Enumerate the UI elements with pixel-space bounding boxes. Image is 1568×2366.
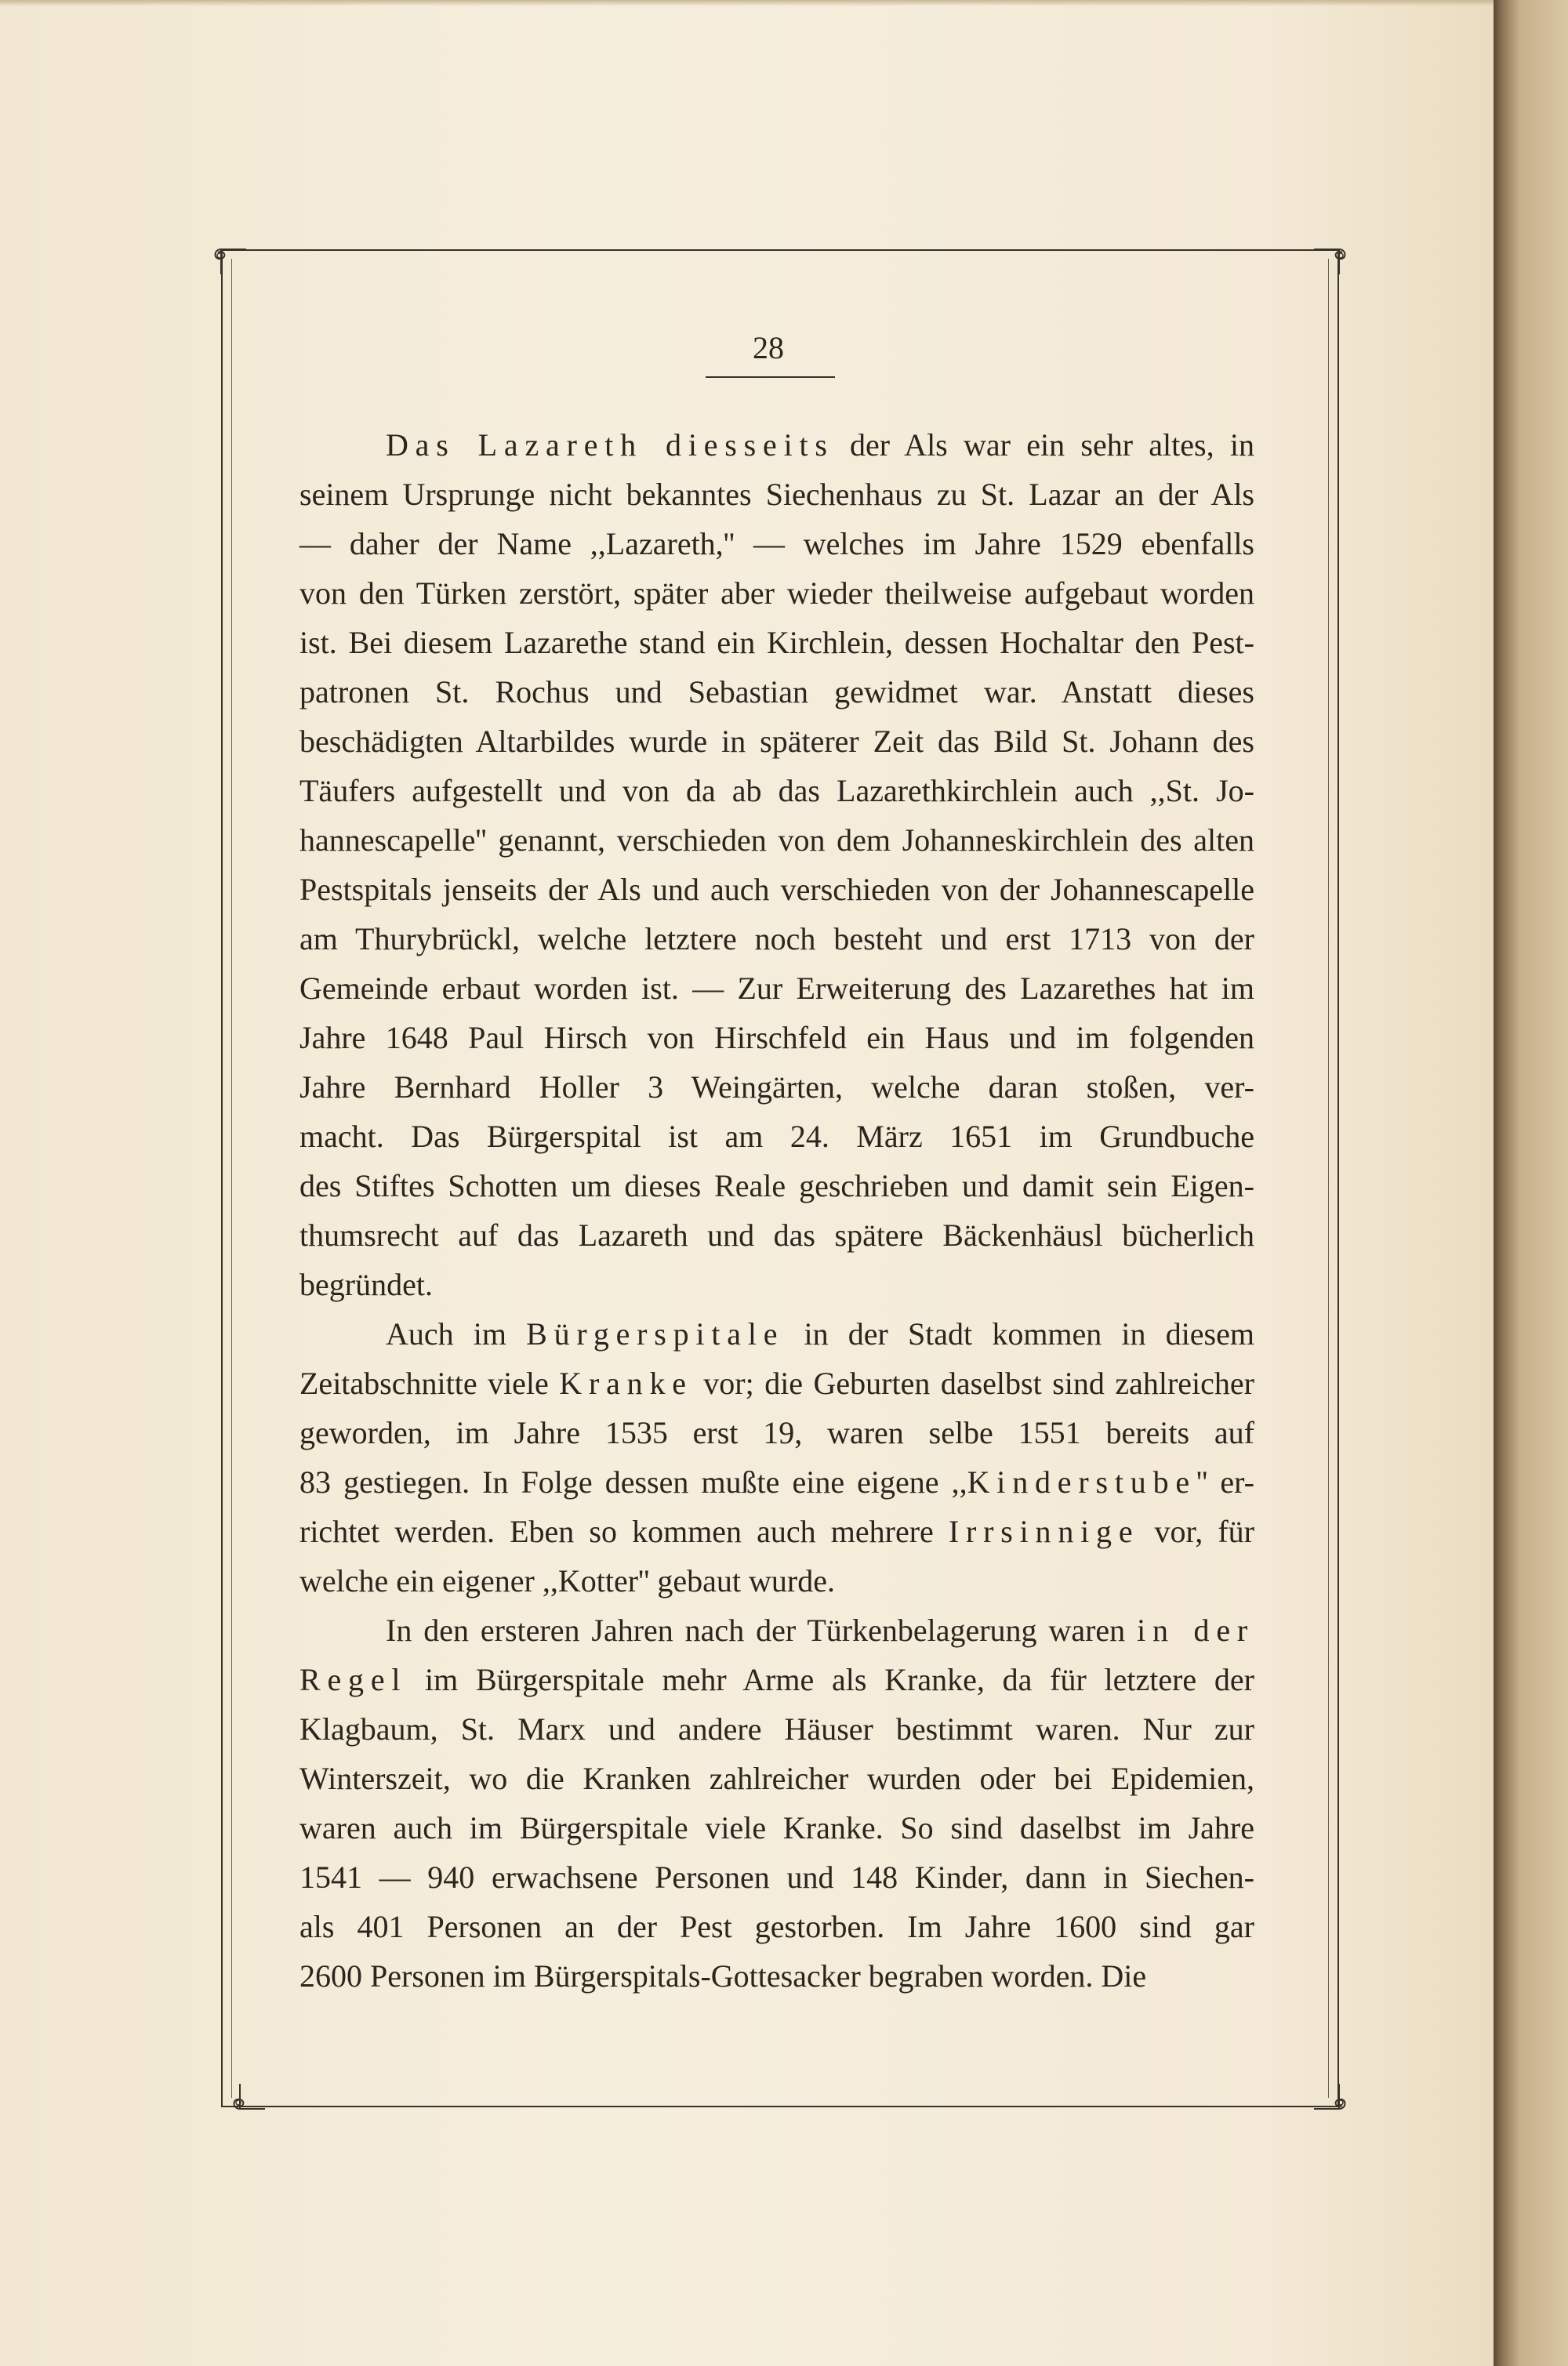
text-line	[299, 1507, 1254, 1556]
emphasized-spaced-text: Regel	[299, 1662, 408, 1697]
text-run: seinem Ursprunge nicht bekanntes Siechenhaus zu St. Lazar an der Als	[299, 477, 1254, 512]
text-line	[299, 1606, 1254, 1655]
text-run: richtet werden. Eben so kommen auch mehrere	[299, 1514, 949, 1549]
text-run: im Bürgerspitale mehr Arme als Kranke, da für letztere der	[407, 1662, 1254, 1697]
text-line	[299, 1161, 1254, 1210]
text-run: patronen St. Rochus und Sebastian gewidmet war. Anstatt dieses	[299, 674, 1254, 709]
text-line	[299, 1556, 1254, 1606]
text-line	[299, 1902, 1254, 1951]
text-run: als 401 Personen an der Pest gestorben. Im Jahre 1600 sind gar	[299, 1909, 1254, 1944]
text-run: Auch im	[386, 1316, 527, 1352]
text-run: Winterszeit, wo die Kranken zahlreicher wurden oder bei Epidemien,	[299, 1761, 1254, 1796]
page-number-rule	[706, 376, 835, 378]
text-run: Pestspitals jenseits der Als und auch verschieden von der Johannescapelle	[299, 872, 1254, 907]
text-run: begründet.	[299, 1267, 433, 1302]
text-run: '' er-	[1196, 1464, 1254, 1500]
text-line	[299, 1210, 1254, 1260]
text-line	[299, 815, 1254, 865]
text-line	[299, 568, 1254, 618]
text-line	[299, 1655, 1254, 1704]
text-run: geworden, im Jahre 1535 erst 19, waren selbe 1551 bereits auf	[299, 1415, 1254, 1450]
text-line	[299, 1704, 1254, 1754]
text-line	[299, 420, 1254, 470]
text-line	[299, 1309, 1254, 1359]
emphasized-spaced-text: Kinderstube	[967, 1464, 1196, 1500]
text-run: Jahre 1648 Paul Hirsch von Hirschfeld ein Haus und im folgenden	[299, 1020, 1254, 1055]
page-top-edge	[0, 0, 1494, 6]
book-gutter	[1494, 0, 1568, 2366]
text-line	[299, 618, 1254, 667]
corner-ornament-top-right	[1312, 238, 1350, 276]
text-line	[299, 1359, 1254, 1408]
text-run: Zeitabschnitte viele	[299, 1366, 560, 1401]
text-run: thumsrecht auf das Lazareth und das spätere Bäckenhäusl bücherlich	[299, 1217, 1254, 1253]
text-line	[299, 470, 1254, 519]
emphasized-spaced-text: Bürgerspitale	[526, 1316, 785, 1352]
emphasized-spaced-text: Kranke	[559, 1366, 693, 1401]
text-run: in der Stadt kommen in diesem	[784, 1316, 1254, 1352]
corner-ornament-bottom-right	[1312, 2082, 1350, 2120]
text-run: macht. Das Bürgerspital ist am 24. März 1651 im Grundbuche	[299, 1119, 1254, 1154]
text-run: vor, für	[1139, 1514, 1254, 1549]
text-run: 1541 — 940 erwachsene Personen und 148 Kinder, dann in Siechen-	[299, 1860, 1254, 1895]
text-line	[299, 1803, 1254, 1853]
text-line	[299, 519, 1254, 568]
page-number: 28	[753, 330, 784, 365]
corner-ornament-bottom-left	[229, 2082, 267, 2120]
body-text	[299, 420, 1254, 2001]
text-line	[299, 1754, 1254, 1803]
text-run: 83 gestiegen. In Folge dessen mußte eine eigene ,,	[299, 1464, 967, 1500]
emphasized-spaced-text: Irrsinnige	[948, 1514, 1140, 1549]
text-line	[299, 1112, 1254, 1161]
text-line	[299, 1062, 1254, 1112]
text-run: — daher der Name ,,Lazareth,'' — welches im Jahre 1529 ebenfalls	[299, 526, 1254, 561]
text-line	[299, 914, 1254, 963]
text-run: Klagbaum, St. Marx und andere Häuser bestimmt waren. Nur zur	[299, 1711, 1254, 1747]
text-line	[299, 717, 1254, 766]
text-run: Jahre Bernhard Holler 3 Weingärten, welche daran stoßen, ver-	[299, 1069, 1254, 1105]
text-run: am Thurybrückl, welche letztere noch besteht und erst 1713 von der	[299, 921, 1254, 956]
text-run: Gemeinde erbaut worden ist. — Zur Erweiterung des Lazarethes hat im	[299, 971, 1254, 1006]
text-run: von den Türken zerstört, später aber wieder theilweise aufgebaut worden	[299, 575, 1254, 611]
emphasized-spaced-text: in der	[1137, 1613, 1254, 1648]
text-run: welche ein eigener ,,Kotter'' gebaut wurde.	[299, 1563, 836, 1599]
text-run: des Stiftes Schotten um dieses Reale geschrieben und damit sein Eigen-	[299, 1168, 1254, 1203]
text-line	[299, 1260, 1254, 1309]
text-line	[299, 1951, 1254, 2001]
text-run: In den ersteren Jahren nach der Türkenbelagerung waren	[386, 1613, 1138, 1648]
text-run: beschädigten Altarbildes wurde in späterer Zeit das Bild St. Johann des	[299, 724, 1254, 759]
text-run: waren auch im Bürgerspitale viele Kranke. So sind daselbst im Jahre	[299, 1810, 1254, 1845]
text-run: Täufers aufgestellt und von da ab das Lazarethkirchlein auch ,,St. Jo-	[299, 773, 1254, 808]
text-run: 2600 Personen im Bürgerspitals-Gottesacker begraben worden. Die	[299, 1958, 1147, 1994]
text-line	[299, 865, 1254, 914]
text-line	[299, 1853, 1254, 1902]
text-line	[299, 963, 1254, 1013]
text-line	[299, 1408, 1254, 1457]
text-run: der Als war ein sehr altes, in	[833, 427, 1254, 463]
text-run: ist. Bei diesem Lazarethe stand ein Kirchlein, dessen Hochaltar den Pest-	[299, 625, 1254, 660]
text-line	[299, 766, 1254, 815]
text-line	[299, 667, 1254, 717]
corner-ornament-top-left	[210, 238, 248, 276]
emphasized-spaced-text: Das Lazareth diesseits	[386, 427, 834, 463]
text-run: hannescapelle'' genannt, verschieden von dem Johanneskirchlein des alten	[299, 822, 1254, 858]
text-line	[299, 1457, 1254, 1507]
text-run: vor; die Geburten daselbst sind zahlreicher	[692, 1366, 1254, 1401]
text-line	[299, 1013, 1254, 1062]
